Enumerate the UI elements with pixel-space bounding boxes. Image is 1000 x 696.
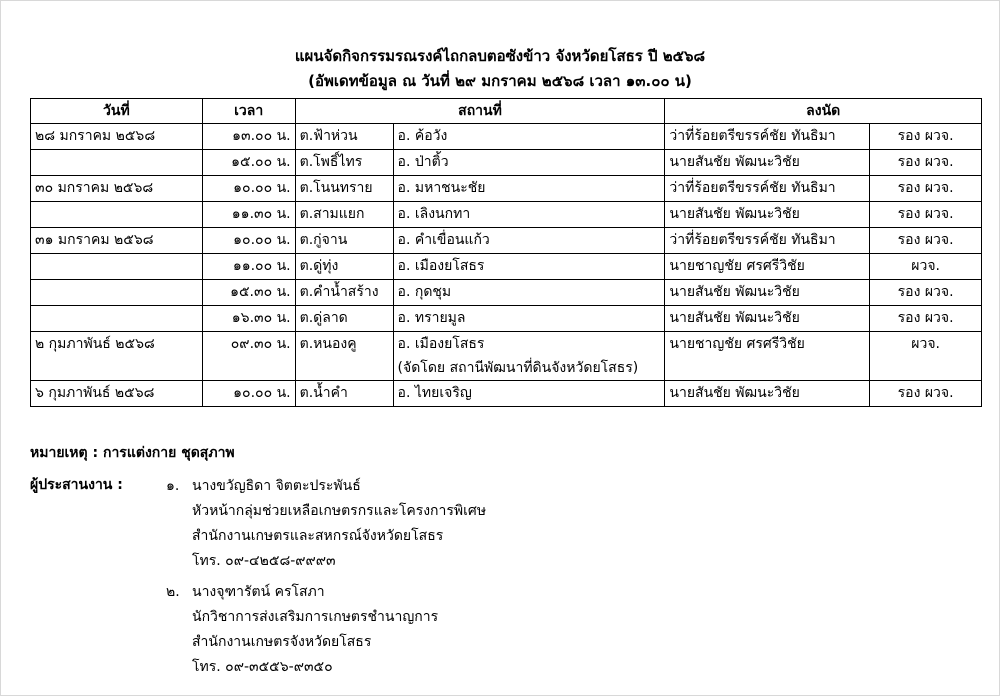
table-row (31, 381, 982, 407)
cell-subdistrict: ต.ดู่ทุ่ง (295, 254, 393, 280)
cell-district: อ. มหาชนะชัย (393, 176, 665, 202)
cell-time: ๑๖.๓๐ น. (202, 306, 295, 332)
coordinator-office: สำนักงานเกษตรจังหวัดยโสธร (192, 634, 372, 650)
header-official: ลงนัด (665, 99, 982, 124)
table-row (31, 202, 982, 228)
cell-position: รอง ผวจ. (870, 202, 982, 228)
table-row (31, 280, 982, 306)
cell-date (31, 254, 203, 280)
cell-district-note: (จัดโดย สถานีพัฒนาที่ดินจังหวัดยโสธร) (397, 360, 639, 376)
cell-district: อ. กุดชุม (393, 280, 665, 306)
cell-official: นายชาญชัย ศรศรีวิชัย (665, 332, 870, 381)
cell-time: ๑๕.๐๐ น. (202, 150, 295, 176)
table-header-row (31, 99, 982, 124)
coordinator-role: นักวิชาการส่งเสริมการเกษตรชำนาญการ (192, 609, 439, 625)
cell-subdistrict: ต.น้ำคำ (295, 381, 393, 407)
coordinator-2 (166, 580, 438, 680)
cell-position: รอง ผวจ. (870, 228, 982, 254)
cell-district: อ. ค้อวัง (393, 124, 665, 150)
coordinator-number: ๑. (166, 478, 180, 494)
cell-time: ๑๑.๓๐ น. (202, 202, 295, 228)
cell-district: อ. เมืองยโสธร (393, 254, 665, 280)
cell-position: รอง ผวจ. (870, 306, 982, 332)
coordinator-role: หัวหน้ากลุ่มช่วยเหลือเกษตรกรและโครงการพิเศษ (192, 503, 487, 519)
cell-position: รอง ผวจ. (870, 381, 982, 407)
cell-subdistrict: ต.ฟ้าห่วน (295, 124, 393, 150)
document-title: แผนจัดกิจกรรมรณรงค์ไถกลบตอซังข้าว จังหวัดยโสธร ปี ๒๕๖๘ (294, 47, 706, 65)
cell-date: ๖ กุมภาพันธ์ ๒๕๖๘ (31, 381, 203, 407)
coordinator-label: ผู้ประสานงาน : (30, 477, 123, 493)
cell-official: นายสันชัย พัฒนะวิชัย (665, 381, 870, 407)
cell-time: ๑๐.๐๐ น. (202, 381, 295, 407)
table-row (31, 228, 982, 254)
cell-time: ๑๓.๐๐ น. (202, 124, 295, 150)
cell-official: นายชาญชัย ศรศรีวิชัย (665, 254, 870, 280)
header-time: เวลา (202, 99, 295, 124)
cell-time: ๑๐.๐๐ น. (202, 176, 295, 202)
coordinator-name: นางขวัญธิดา จิตตะประพันธ์ (192, 478, 361, 494)
cell-position: รอง ผวจ. (870, 176, 982, 202)
cell-district: อ. คำเขื่อนแก้ว (393, 228, 665, 254)
table-row (31, 332, 982, 381)
cell-date (31, 150, 203, 176)
cell-date: ๓๐ มกราคม ๒๕๖๘ (31, 176, 203, 202)
cell-position: รอง ผวจ. (870, 150, 982, 176)
cell-subdistrict: ต.โนนทราย (295, 176, 393, 202)
table-row (31, 150, 982, 176)
cell-subdistrict: ต.โพธิ์ไทร (295, 150, 393, 176)
note: หมายเหตุ : การแต่งกาย ชุดสุภาพ (30, 445, 235, 461)
cell-official: นายสันชัย พัฒนะวิชัย (665, 306, 870, 332)
cell-position: รอง ผวจ. (870, 124, 982, 150)
cell-time: ๑๐.๐๐ น. (202, 228, 295, 254)
coordinator-1 (166, 474, 486, 574)
cell-subdistrict: ต.ดู่ลาด (295, 306, 393, 332)
cell-official: นายสันชัย พัฒนะวิชัย (665, 280, 870, 306)
cell-position: ผวจ. (870, 332, 982, 381)
cell-date: ๓๑ มกราคม ๒๕๖๘ (31, 228, 203, 254)
cell-district: อ. เมืองยโสธร (จัดโดย สถานีพัฒนาที่ดินจังหวัดยโสธร) (393, 332, 665, 381)
cell-subdistrict: ต.กู่จาน (295, 228, 393, 254)
cell-date (31, 306, 203, 332)
cell-district: อ. ไทยเจริญ (393, 381, 665, 407)
header-date: วันที่ (31, 99, 203, 124)
cell-position: ผวจ. (870, 254, 982, 280)
coordinator-name: นางจุฑารัตน์ ครโสภา (192, 584, 325, 600)
cell-position: รอง ผวจ. (870, 280, 982, 306)
cell-subdistrict: ต.หนองคู (295, 332, 393, 381)
cell-district: อ. ป่าติ้ว (393, 150, 665, 176)
cell-official: ว่าที่ร้อยตรีขรรค์ชัย ทันธิมา (665, 176, 870, 202)
cell-date (31, 280, 203, 306)
document-subtitle: (อัพเดทข้อมูล ณ วันที่ ๒๙ มกราคม ๒๕๖๘ เวลา ๑๓.๐๐ น) (308, 72, 692, 90)
cell-time: ๐๙.๓๐ น. (202, 332, 295, 381)
table-row (31, 124, 982, 150)
cell-official: ว่าที่ร้อยตรีขรรค์ชัย ทันธิมา (665, 124, 870, 150)
schedule-table (30, 98, 982, 407)
cell-subdistrict: ต.คำน้ำสร้าง (295, 280, 393, 306)
coordinator-phone: โทร. ๐๙-๔๒๕๘-๙๙๙๓ (192, 553, 336, 569)
cell-date: ๒๘ มกราคม ๒๕๖๘ (31, 124, 203, 150)
table-row (31, 254, 982, 280)
header-location: สถานที่ (295, 99, 665, 124)
cell-official: นายสันชัย พัฒนะวิชัย (665, 150, 870, 176)
cell-date (31, 202, 203, 228)
cell-district: อ. ทรายมูล (393, 306, 665, 332)
cell-time: ๑๑.๐๐ น. (202, 254, 295, 280)
cell-official: นายสันชัย พัฒนะวิชัย (665, 202, 870, 228)
coordinator-phone: โทร. ๐๙-๓๕๕๖-๙๓๕๐ (192, 659, 333, 675)
table-row (31, 306, 982, 332)
coordinator-office: สำนักงานเกษตรและสหกรณ์จังหวัดยโสธร (192, 528, 444, 544)
cell-district: อ. เลิงนกทา (393, 202, 665, 228)
table-row (31, 176, 982, 202)
cell-date: ๒ กุมภาพันธ์ ๒๕๖๘ (31, 332, 203, 381)
coordinator-number: ๒. (166, 584, 180, 600)
cell-time: ๑๕.๓๐ น. (202, 280, 295, 306)
cell-official: ว่าที่ร้อยตรีขรรค์ชัย ทันธิมา (665, 228, 870, 254)
cell-subdistrict: ต.สามแยก (295, 202, 393, 228)
